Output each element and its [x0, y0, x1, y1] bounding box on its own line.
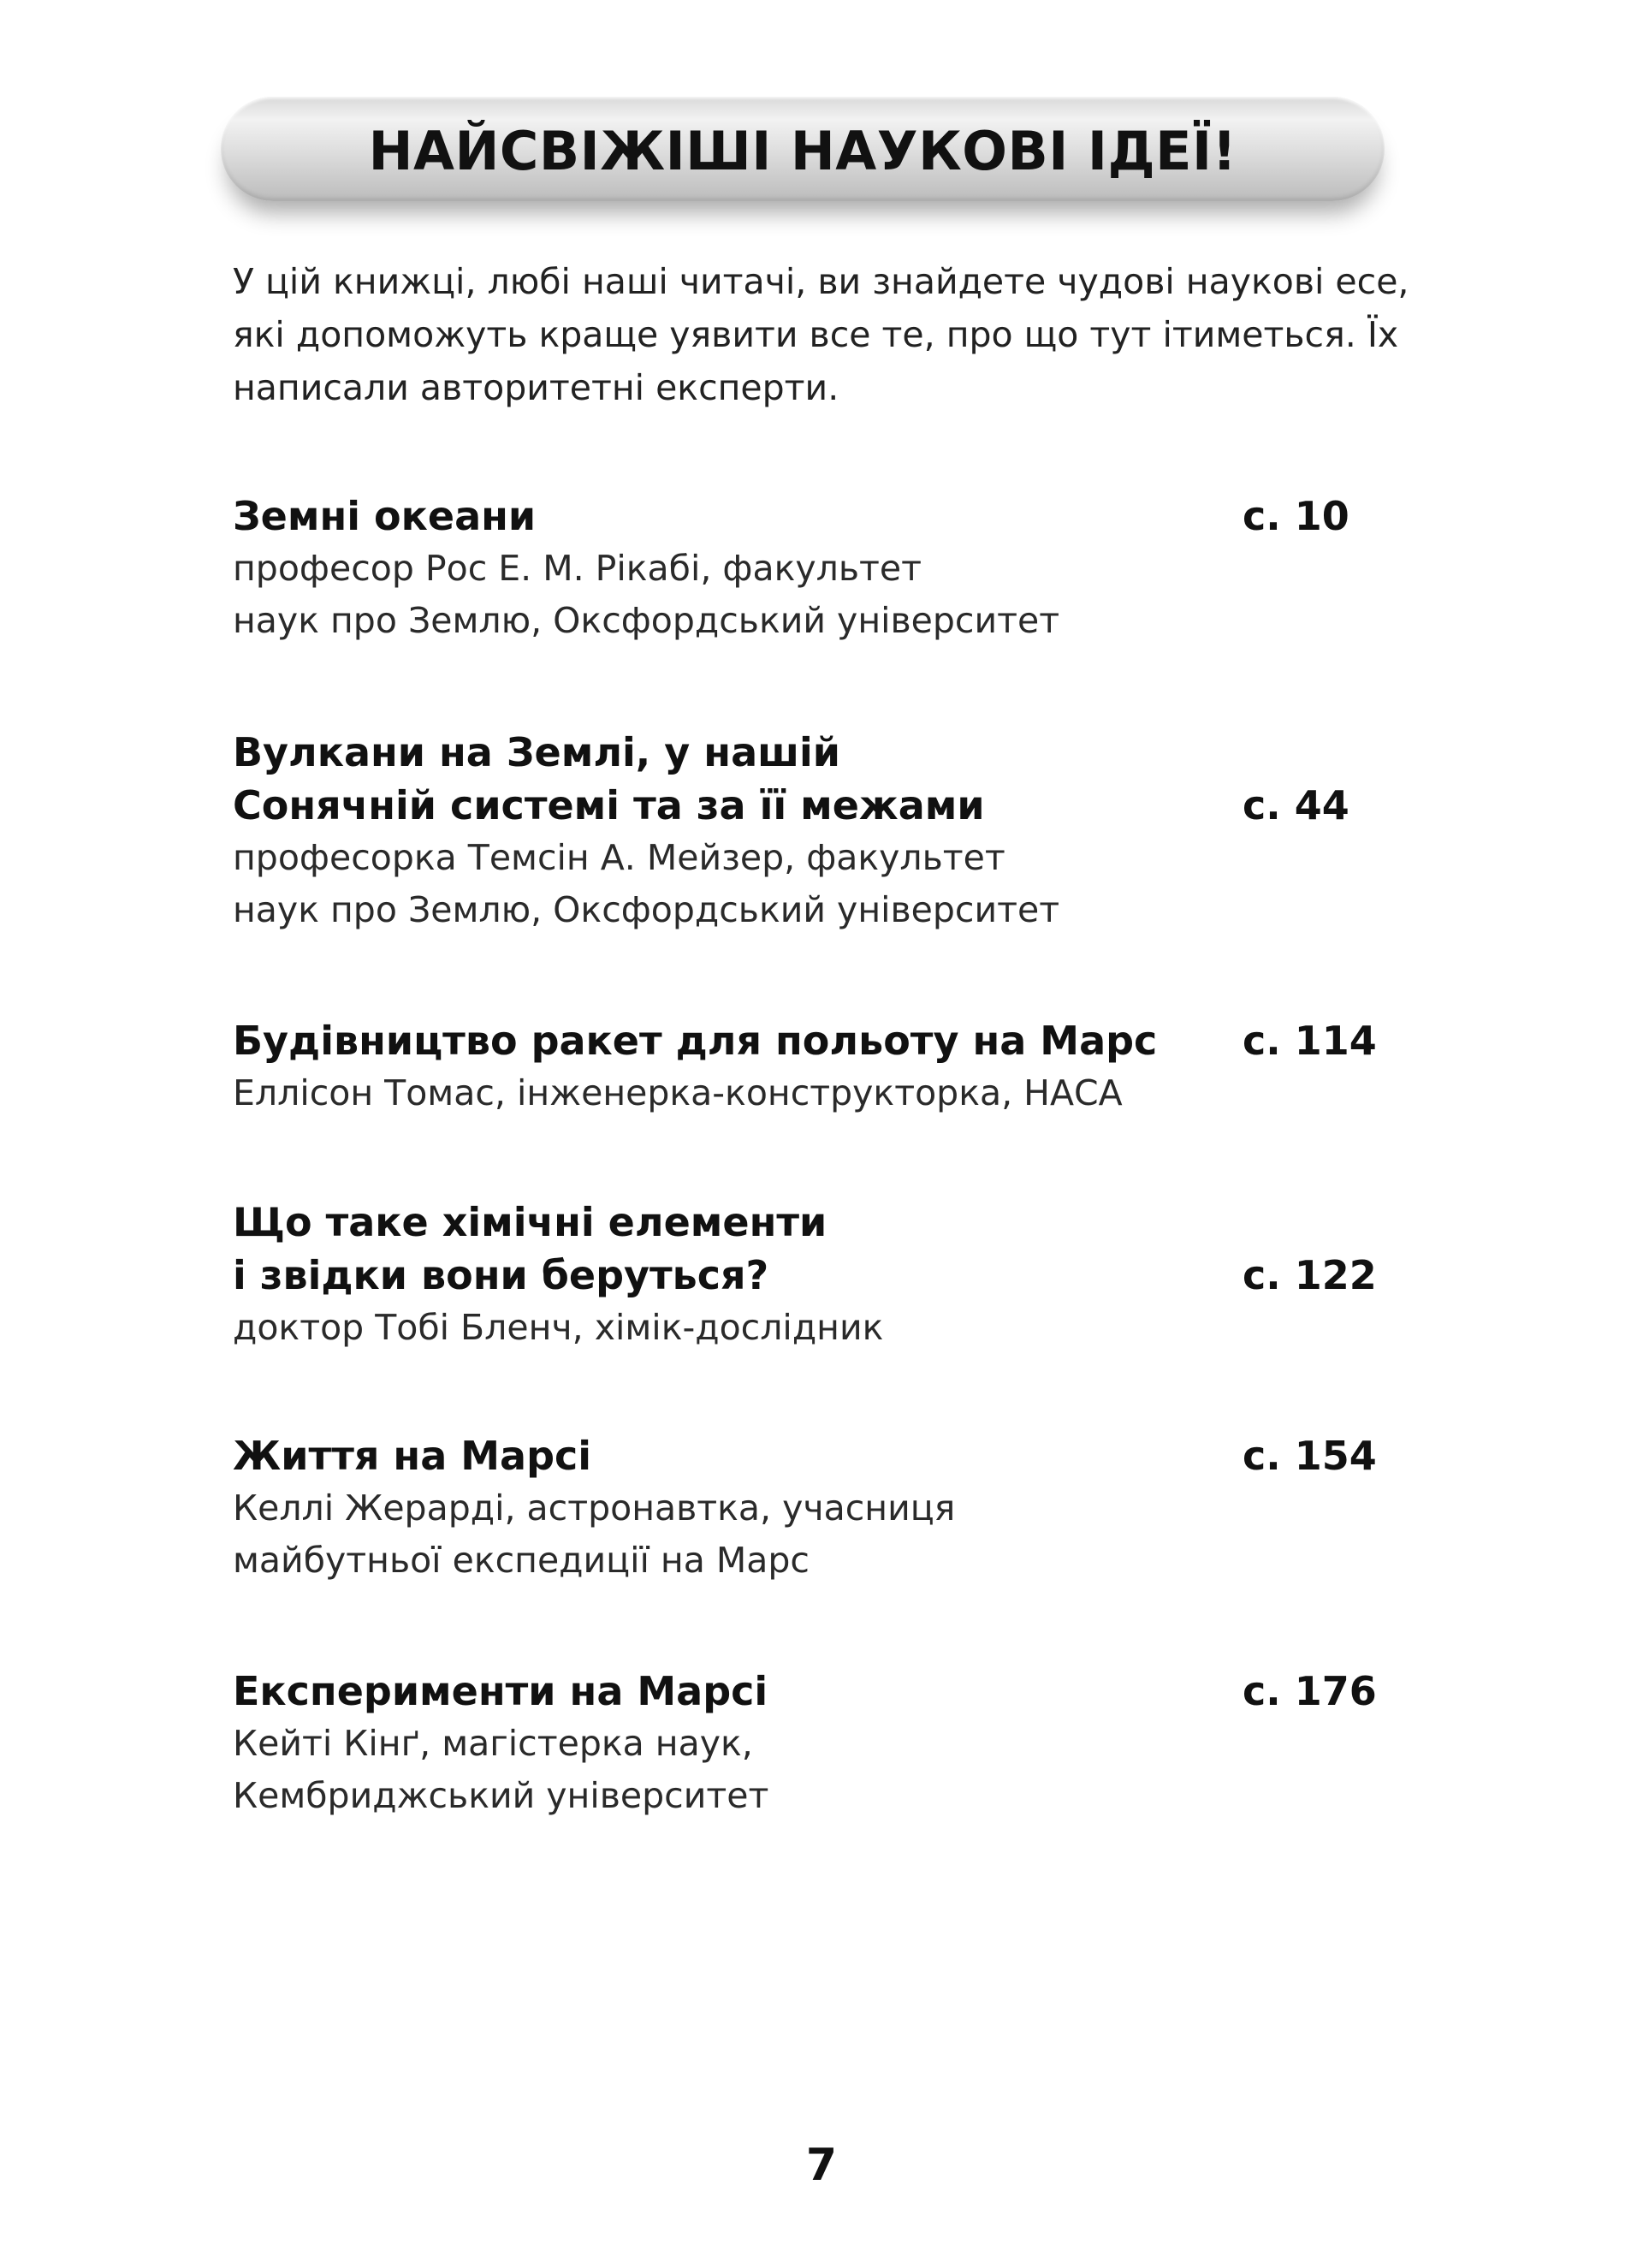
intro-line: написали авторитетні експерти. — [233, 367, 839, 408]
entry-author-line: професорка Темсін А. Мейзер, факультет — [233, 837, 1005, 878]
entry-page-ref: с. 114 — [1243, 1018, 1377, 1064]
toc-entry — [233, 1429, 1431, 1587]
entry-author-line: майбутньої експедиції на Марс — [233, 1540, 810, 1581]
title-banner — [221, 97, 1385, 201]
intro-line: які допоможуть краще уявити все те, про що тут ітиметься. Їх — [233, 314, 1399, 355]
entry-page-ref: с. 176 — [1243, 1668, 1377, 1714]
entry-title-line: Експерименти на Марсі — [233, 1668, 768, 1714]
entry-author — [233, 832, 1431, 936]
toc-entry — [233, 1665, 1431, 1822]
toc-entry — [233, 490, 1431, 647]
entry-author — [233, 543, 1431, 647]
toc-entry — [233, 1014, 1431, 1119]
entry-author — [233, 1302, 1431, 1354]
entry-author-line: Еллісон Томас, інженерка-конструкторка, НАСА — [233, 1072, 1123, 1113]
entry-title-line: і звідки вони беруться? — [233, 1252, 769, 1298]
toc-entry — [233, 1196, 1431, 1354]
intro-line: У цій книжці, любі наші читачі, ви знайдете чудові наукові есе, — [233, 261, 1409, 302]
entry-author-line: Кейті Кінґ, магістерка наук, — [233, 1723, 753, 1764]
entry-title-line: Земні океани — [233, 493, 537, 539]
entry-author-line: професор Рос Е. М. Рікабі, факультет — [233, 548, 922, 589]
entry-author-line: доктор Тобі Бленч, хімік-дослідник — [233, 1307, 884, 1348]
page-title: НАЙСВІЖІШІ НАУКОВІ ІДЕЇ! — [368, 119, 1237, 182]
entry-title-line: Життя на Марсі — [233, 1433, 592, 1479]
entry-title-line: Вулкани на Землі, у нашій — [233, 729, 840, 775]
entry-page-ref: с. 122 — [1243, 1252, 1377, 1298]
entry-author — [233, 1067, 1431, 1119]
entry-author — [233, 1718, 1431, 1822]
page-number: 7 — [805, 2140, 838, 2191]
entry-author-line: наук про Землю, Оксфордський університет — [233, 600, 1060, 641]
entry-author-line: Кембриджський університет — [233, 1775, 769, 1816]
entry-title-line: Що таке хімічні елементи — [233, 1199, 827, 1245]
entry-page-ref: с. 44 — [1243, 782, 1349, 828]
entry-author-line: Келлі Жерарді, астронавтка, учасниця — [233, 1487, 956, 1529]
entry-page-ref: с. 154 — [1243, 1433, 1377, 1479]
entry-author-line: наук про Землю, Оксфордський університет — [233, 889, 1060, 930]
entry-page-ref: с. 10 — [1243, 493, 1349, 539]
entry-author — [233, 1482, 1431, 1587]
entry-title-line: Будівництво ракет для польоту на Марс — [233, 1018, 1158, 1064]
entry-title-line: Сонячній системі та за її межами — [233, 782, 985, 828]
toc-entry — [233, 726, 1431, 936]
intro-paragraph — [233, 255, 1448, 414]
